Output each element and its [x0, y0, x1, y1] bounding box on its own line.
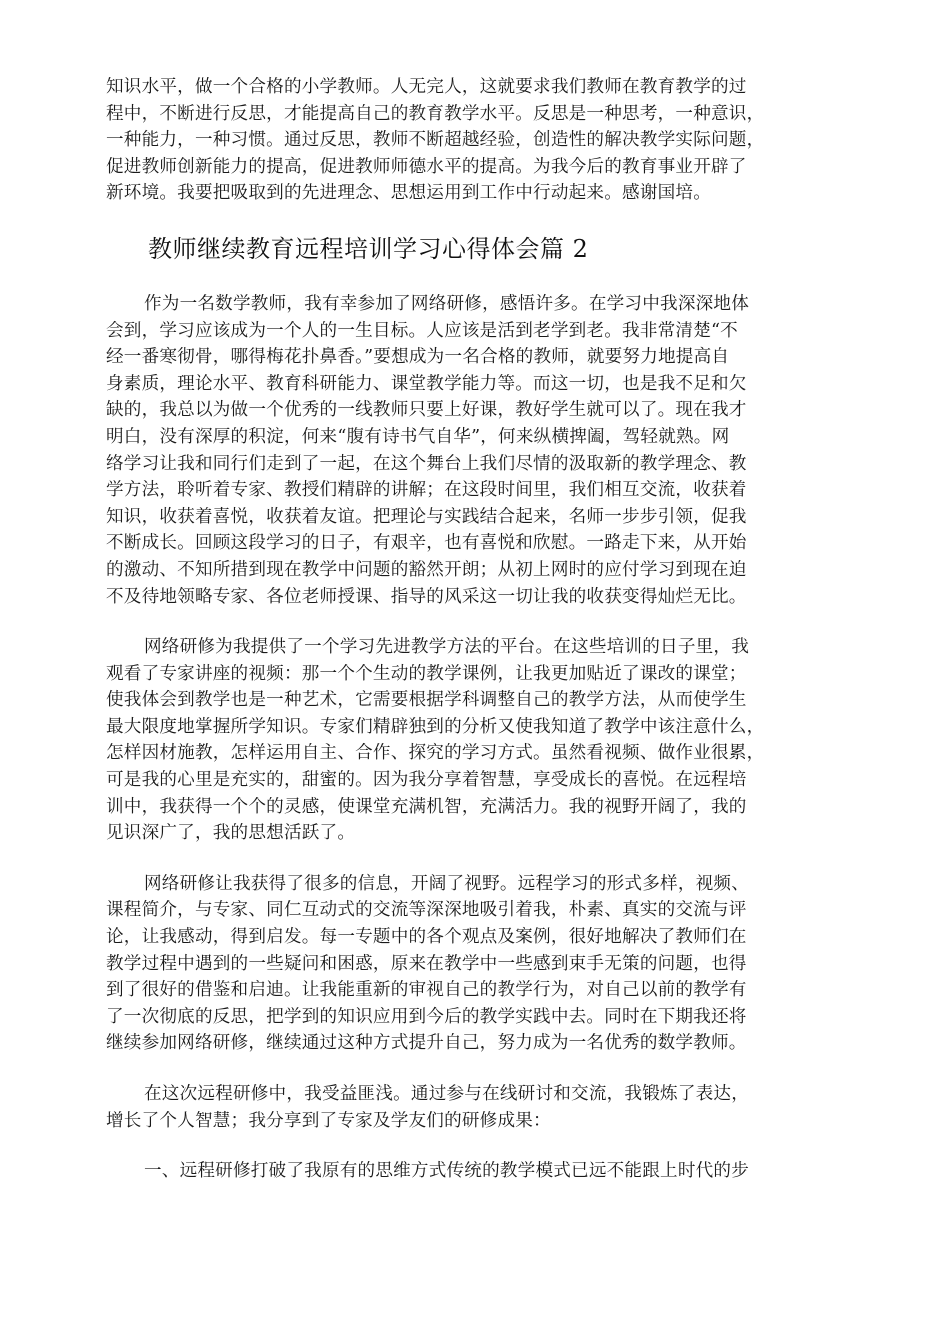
text-line: 一种能力，一种习惯。通过反思，教师不断超越经验，创造性的解决教学实际问题， [106, 130, 765, 151]
spacer [106, 847, 854, 871]
text-line: 论，让我感动，得到启发。每一专题中的各个观点及案例，很好地解决了教师们在 [106, 927, 747, 948]
spacer [106, 1057, 854, 1081]
spacer [106, 1134, 854, 1158]
intro-paragraph [106, 74, 854, 207]
text-line: 继续参加网络研修，继续通过这种方式提升自己，努力成为一名优秀的数学教师。 [106, 1033, 747, 1054]
spacer [106, 265, 854, 291]
text-line: 作为一名数学教师，我有幸参加了网络研修，感悟许多。在学习中我深深地体 [144, 293, 749, 314]
text-line: 身素质，理论水平、教育科研能力、课堂教学能力等。而这一切，也是我不足和欠 [106, 373, 747, 394]
text-line: 课程简介，与专家、同仁互动式的交流等深深地吸引着我，朴素、真实的交流与评 [106, 900, 747, 921]
paragraph-1 [106, 291, 854, 610]
text-line: 经一番寒彻骨，哪得梅花扑鼻香。”要想成为一名合格的教师，就要努力地提高自 [106, 347, 730, 368]
paragraph-2 [106, 634, 854, 847]
spacer [106, 207, 854, 233]
text-line: 训中，我获得一个个的灵感，使课堂充满机智，充满活力。我的视野开阔了，我的 [106, 796, 747, 817]
text-line: 最大限度地掌握所学知识。专家们精辟独到的分析又使我知道了教学中该注意什么， [106, 716, 765, 737]
text-line: 知识水平，做一个合格的小学教师。人无完人，这就要求我们教师在教育教学的过 [106, 77, 747, 97]
text-line: 观看了专家讲座的视频：那一个个生动的教学课例，让我更加贴近了课改的课堂； [106, 663, 747, 684]
text-line: 的激动、不知所措到现在教学中问题的豁然开朗；从初上网时的应付学习到现在迫 [106, 559, 747, 580]
text-line: 在这次远程研修中，我受益匪浅。通过参与在线研讨和交流，我锻炼了表达， [144, 1084, 749, 1104]
section-heading: 教师继续教育远程培训学习心得体会篇 2 [148, 234, 589, 263]
text-line: 可是我的心里是充实的，甜蜜的。因为我分享着智慧，享受成长的喜悦。在远程培 [106, 770, 747, 791]
paragraph-4 [106, 1081, 854, 1134]
text-line: 不及待地领略专家、各位老师授课、指导的风采这一切让我的收获变得灿烂无比。 [106, 586, 747, 607]
text-line: 一、远程研修打破了我原有的思维方式传统的教学模式已远不能跟上时代的步 [144, 1161, 749, 1182]
text-line: 程中，不断进行反思，才能提高自己的教育教学水平。反思是一种思考，一种意识， [106, 103, 765, 124]
text-line: 网络研修为我提供了一个学习先进教学方法的平台。在这些培训的日子里，我 [144, 637, 749, 658]
text-line: 促进教师创新能力的提高，促进教师师德水平的提高。为我今后的教育事业开辟了 [106, 156, 747, 177]
text-line: 知识，收获着喜悦，收获着友谊。把理论与实践结合起来，名师一步步引领，促我 [106, 506, 747, 527]
text-line: 使我体会到教学也是一种艺术，它需要根据学科调整自己的教学方法，从而使学生 [106, 690, 747, 711]
text-line: 缺的，我总以为做一个优秀的一线教师只要上好课，教好学生就可以了。现在我才 [106, 400, 747, 421]
text-line: 络学习让我和同行们走到了一起，在这个舞台上我们尽情的汲取新的教学理念、教 [106, 453, 747, 474]
text-line: 教学过程中遇到的一些疑问和困惑，原来在教学中一些感到束手无策的问题，也得 [106, 953, 747, 974]
spacer [106, 610, 854, 634]
text-line: 增长了个人智慧；我分享到了专家及学友们的研修成果： [106, 1110, 551, 1131]
text-line: 明白，没有深厚的积淀，何来“腹有诗书气自华”，何来纵横捭阖，驾轻就熟。网 [106, 426, 730, 447]
text-line: 新环境。我要把吸取到的先进理念、思想运用到工作中行动起来。感谢国培。 [106, 183, 711, 204]
text-line: 会到，学习应该成为一个人的一生目标。人应该是活到老学到老。我非常清楚“不 [106, 320, 738, 341]
text-line: 怎样因材施教，怎样运用自主、合作、探究的学习方式。虽然看视频、做作业很累， [106, 743, 765, 764]
paragraph-3 [106, 871, 854, 1057]
paragraph-5 [106, 1158, 854, 1185]
document-page [106, 74, 854, 1185]
text-line: 到了很好的借鉴和启迪。让我能重新的审视自己的教学行为，对自己以前的教学有 [106, 980, 747, 1001]
text-line: 不断成长。回顾这段学习的日子，有艰辛，也有喜悦和欣慰。一路走下来，从开始 [106, 533, 747, 554]
text-line: 了一次彻底的反思，把学到的知识应用到今后的教学实践中去。同时在下期我还将 [106, 1006, 747, 1027]
text-line: 学方法，聆听着专家、教授们精辟的讲解；在这段时间里，我们相互交流，收获着 [106, 480, 747, 501]
text-line: 网络研修让我获得了很多的信息，开阔了视野。远程学习的形式多样，视频、 [144, 873, 749, 894]
text-line: 见识深广了，我的思想活跃了。 [106, 823, 356, 844]
